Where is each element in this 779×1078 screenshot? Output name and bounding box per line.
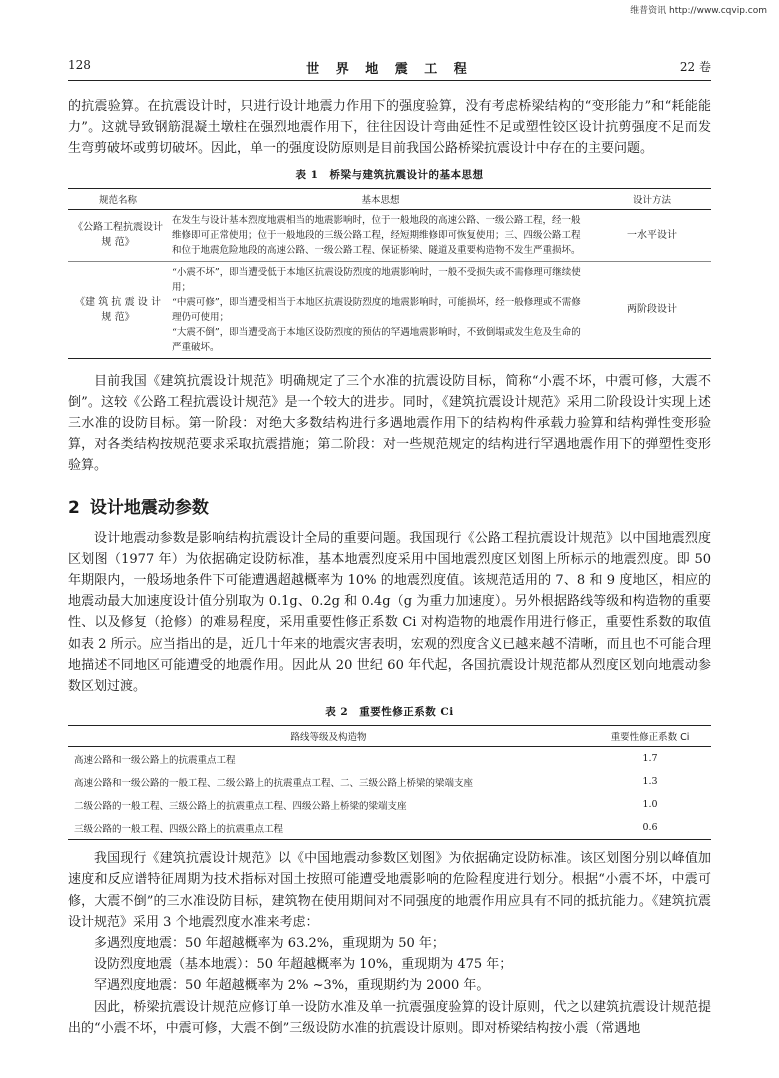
table2-cell-coef: 1.7 <box>642 753 658 765</box>
table-row <box>68 261 711 358</box>
header-rule <box>68 80 711 81</box>
table2-cell-coef: 0.6 <box>642 822 658 834</box>
table2-header-route: 路线等级及构造物 <box>68 726 589 747</box>
volume-label: 22 卷 <box>679 60 711 74</box>
table-row <box>68 209 711 261</box>
section-number: 2 <box>68 497 80 518</box>
table1-cell-name: 《公路工程抗震设计规 范》 <box>68 209 168 261</box>
table1-cell-method: 两阶段设计 <box>627 304 677 316</box>
table1-cell-name: 《建 筑 抗 震 设 计 规 范》 <box>75 296 161 323</box>
table1-cell-method: 一水平设计 <box>593 209 711 261</box>
paragraph-intro: 的抗震验算。在抗震设计时，只进行设计地震力作用下的强度验算，没有考虑桥梁结构的“变形能力”和“耗能能力”。这就导致钢筋混凝土墩柱在强烈地震作用下，往往因设计弯曲延性不足或塑性铰区设计抗剪强度不足而发生弯剪破坏或剪切破坏。因此，单一的强度设防原则是目前我国公路桥梁抗震设计中存在的主要问题。 <box>68 99 711 157</box>
table-row <box>68 747 711 771</box>
section-heading <box>68 493 711 518</box>
page-number: 128 <box>68 58 91 72</box>
table1-title: 表 1 桥梁与建筑抗震设计的基本思想 <box>295 168 484 181</box>
journal-title: 世 界 地 震 工 程 <box>306 62 473 77</box>
table1-cell-idea: 在发生与设计基本烈度地震相当的地震影响时，位于一般地段的高速公路、一级公路工程，经一般维修即可正常使用；位于一般地段的三级公路工程，经短期维修即可恢复使用；三、四级公路工程和位于地震危险地段的高速公路、一级公路工程、保证桥梁、隧道及重要构造物不发生严重损坏。 <box>168 209 593 261</box>
page-content <box>68 96 711 1039</box>
paragraph-building-code: 目前我国《建筑抗震设计规范》明确规定了三个水准的抗震设防目标，简称“小震不坏，中震可修，大震不倒”。这较《公路工程抗震设计规范》是一个较大的进步。同时，《建筑抗震设计规范》采用二阶段设计实现上述三水准的设防目标。第一阶段：对绝大多数结构进行多遇地震作用下的结构构件承载力验算和结构弹性变形验算，对各类结构按规范要求采取抗震措施；第二阶段：对一些规范规定的结构进行罕遇地震作用下的弹塑性变形验算。 <box>68 373 711 474</box>
table2-cell-coef: 1.0 <box>642 799 658 811</box>
table2-cell-route: 高速公路和一级公路的一般工程、二级公路上的抗震重点工程、二、三级公路上桥梁的梁端支座 <box>74 777 474 789</box>
section-title: 设计地震动参数 <box>89 497 209 518</box>
table-row <box>68 816 711 840</box>
table1-header-method: 设计方法 <box>593 188 711 209</box>
paragraph-zoning-map: 我国现行《建筑抗震设计规范》以《中国地震动参数区划图》为依据确定设防标准。该区划图分别以峰值加速度和反应谱特征周期为技术指标对国土按照可能遭受地震影响的危险程度进行划分。根据“小震不坏，中震可修，大震不倒”的三水准设防目标，建筑物在使用期间对不同强度的地震作用应具有不同的抵抗能力。《建筑抗震设计规范》采用 3 个地震烈度水准来考虑： <box>68 851 711 930</box>
table2-header-coef: 重要性修正系数 Ci <box>589 726 711 747</box>
table2-cell-route: 二级公路的一般工程、三级公路上的抗震重点工程、四级公路上桥梁的梁端支座 <box>74 800 407 812</box>
table1-header-name: 规范名称 <box>68 188 168 209</box>
table-row <box>68 770 711 793</box>
paragraph-ground-motion: 设计地震动参数是影响结构抗震设计全局的重要问题。我国现行《公路工程抗震设计规范》以中国地震烈度区划图（1977 年）为依据确定设防标准，基本地震烈度采用中国地震烈度区划图上所标示的地震烈度。即 50 年期限内，一般场地条件下可能遭遇超越概率为 10% 的地震烈度值。该规范适用的 7、8 和 9 度地区，相应的地震动最大加速度设计值分别取为 0.1g、0.2g 和 0.4g（g 为重力加速度）。另外根据路线等级和构造物的重要性、以及修复（抢修）的难易程度，采用重要性修正系数 Ci 对构造物的地震作用进行修正，重要性系数的取值如表 2 所示。应当指出的是，近几十年来的地震灾害表明，宏观的烈度含义已越来越不清晰，而且也不可能合理地描述不同地区可能遭受的地震作用。因此从 20 世纪 60 年代起，各国抗震设计规范都从烈度区划向地震动参数区划过渡。 <box>68 530 711 695</box>
table2-header-row <box>68 726 711 747</box>
table1-cell-idea <box>168 261 593 358</box>
list-item: 多遇烈度地震：50 年超越概率为 63.2%，重现期为 50 年； <box>94 936 445 952</box>
table1-header-row <box>68 188 711 209</box>
table2 <box>68 725 711 840</box>
watermark: 维普资讯 http://www.cqvip.com <box>630 6 767 16</box>
table2-cell-route: 高速公路和一级公路上的抗震重点工程 <box>74 754 236 766</box>
list-item: 设防烈度地震（基本地震）：50 年超越概率为 10%，重现期为 475 年； <box>94 957 513 973</box>
list-item: 罕遇烈度地震：50 年超越概率为 2% ~3%，重现期约为 2000 年。 <box>94 978 490 994</box>
table1-idea-line: “中震可修”，即当遭受相当于本地区抗震设防烈度的地震影响时，可能损坏，经一般修理或不需修理仍可使用； <box>172 296 581 323</box>
running-head <box>68 58 711 78</box>
table1-header-idea: 基本思想 <box>168 188 593 209</box>
table1-idea-line: “小震不坏”，即当遭受低于本地区抗震设防烈度的地震影响时，一般不受损失或不需修理可继续使用； <box>172 266 581 293</box>
table1-idea-line: “大震不倒”，即当遭受高于本地区设防烈度的预估的罕遇地震影响时，不致倒塌或发生危及生命的严重破坏。 <box>172 326 581 353</box>
table2-title: 表 2 重要性修正系数 Ci <box>325 706 454 719</box>
table2-cell-route: 三级公路的一般工程、四级公路上的抗震重点工程 <box>74 823 284 835</box>
table2-cell-coef: 1.3 <box>642 776 658 788</box>
table1 <box>68 188 711 359</box>
table-row <box>68 793 711 816</box>
paragraph-conclusion: 因此，桥梁抗震设计规范应修订单一设防水准及单一抗震强度验算的设计原则，代之以建筑抗震设计规范提出的“小震不坏，中震可修，大震不倒”三级设防水准的抗震设计原则。即对桥梁结构按小震（常遇地 <box>68 999 711 1036</box>
